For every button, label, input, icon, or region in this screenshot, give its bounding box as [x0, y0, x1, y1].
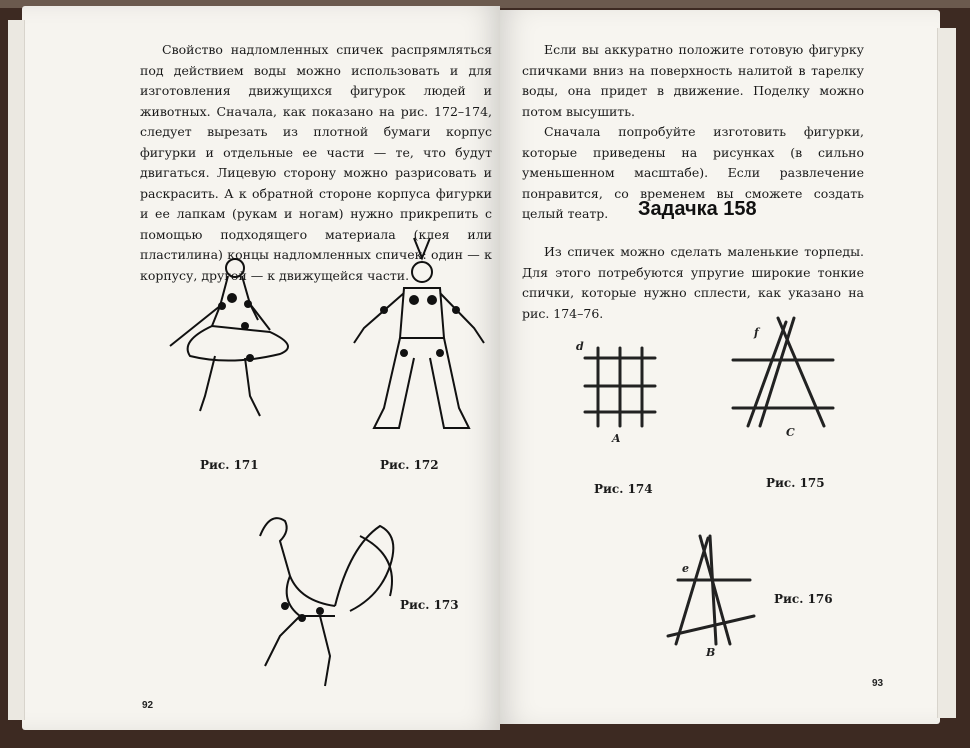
label-d: d: [576, 340, 584, 353]
ballerina-figure: [150, 246, 310, 426]
match-torpedo-figure: [658, 532, 758, 652]
task-text: Из спичек можно сделать маленькие торпеды. Для этого потребуются упругие широкие тонкие спички, которые нужно сплести, как указано на рис. 174–76.: [522, 244, 864, 321]
caption-fig-171: Рис. 171: [200, 458, 259, 472]
label-f: f: [754, 326, 759, 339]
page-number-left: 92: [142, 700, 154, 711]
caption-fig-173: Рис. 173: [400, 598, 459, 612]
caption-fig-172: Рис. 172: [380, 458, 439, 472]
right-page: [500, 10, 940, 724]
clown-figure: [344, 238, 494, 438]
page-number-right: 93: [872, 678, 884, 689]
left-page: [22, 6, 500, 730]
label-B: B: [706, 646, 716, 659]
match-grid-figure: [580, 342, 660, 432]
task-text-block: [522, 242, 864, 324]
left-paragraph: Свойство надломленных спичек распрямляться под действием воды можно использовать и для изготовления движущихся фигурок людей и животных. Сначала, как показано на рис. 172–174, следует вырезать из плотной бумаги корпус фигурки и отдельные ее части — те, что будут двигаться. Лицевую сторону можно разрисовать и раскрасить. А к обратной стороне корпуса фигурки и ее лапкам (рукам и ногам) нужно прикрепить с помощью подходящего материала (клея или пластилина) концы надломленных спичек: один — к корпусу, другой — к движущейся части.: [140, 42, 492, 283]
right-page-text: [522, 40, 864, 225]
section-title: Задачка 158: [638, 198, 757, 220]
label-C: C: [786, 426, 795, 439]
left-page-stack: [8, 20, 25, 720]
right-paragraph-2: Сначала попробуйте изготовить фигурки, которые приведены на рисунках (в сильно уменьшенном масштабе). Если развлечение понравится, со временем вы сможете создать целый театр.: [522, 124, 864, 221]
right-paragraph-1: Если вы аккуратно положите готовую фигурку спичками вниз на поверхность налитой в тарелку воды, она придет в движение. Поделку можно потом высушить.: [522, 42, 864, 119]
caption-fig-174: Рис. 174: [594, 482, 653, 496]
label-A: A: [612, 432, 621, 445]
caption-fig-175: Рис. 175: [766, 476, 825, 490]
rooster-figure: [240, 506, 410, 696]
match-triangle-figure: [728, 314, 838, 434]
label-e: e: [682, 562, 689, 575]
caption-fig-176: Рис. 176: [774, 592, 833, 606]
right-page-stack: [937, 28, 956, 718]
